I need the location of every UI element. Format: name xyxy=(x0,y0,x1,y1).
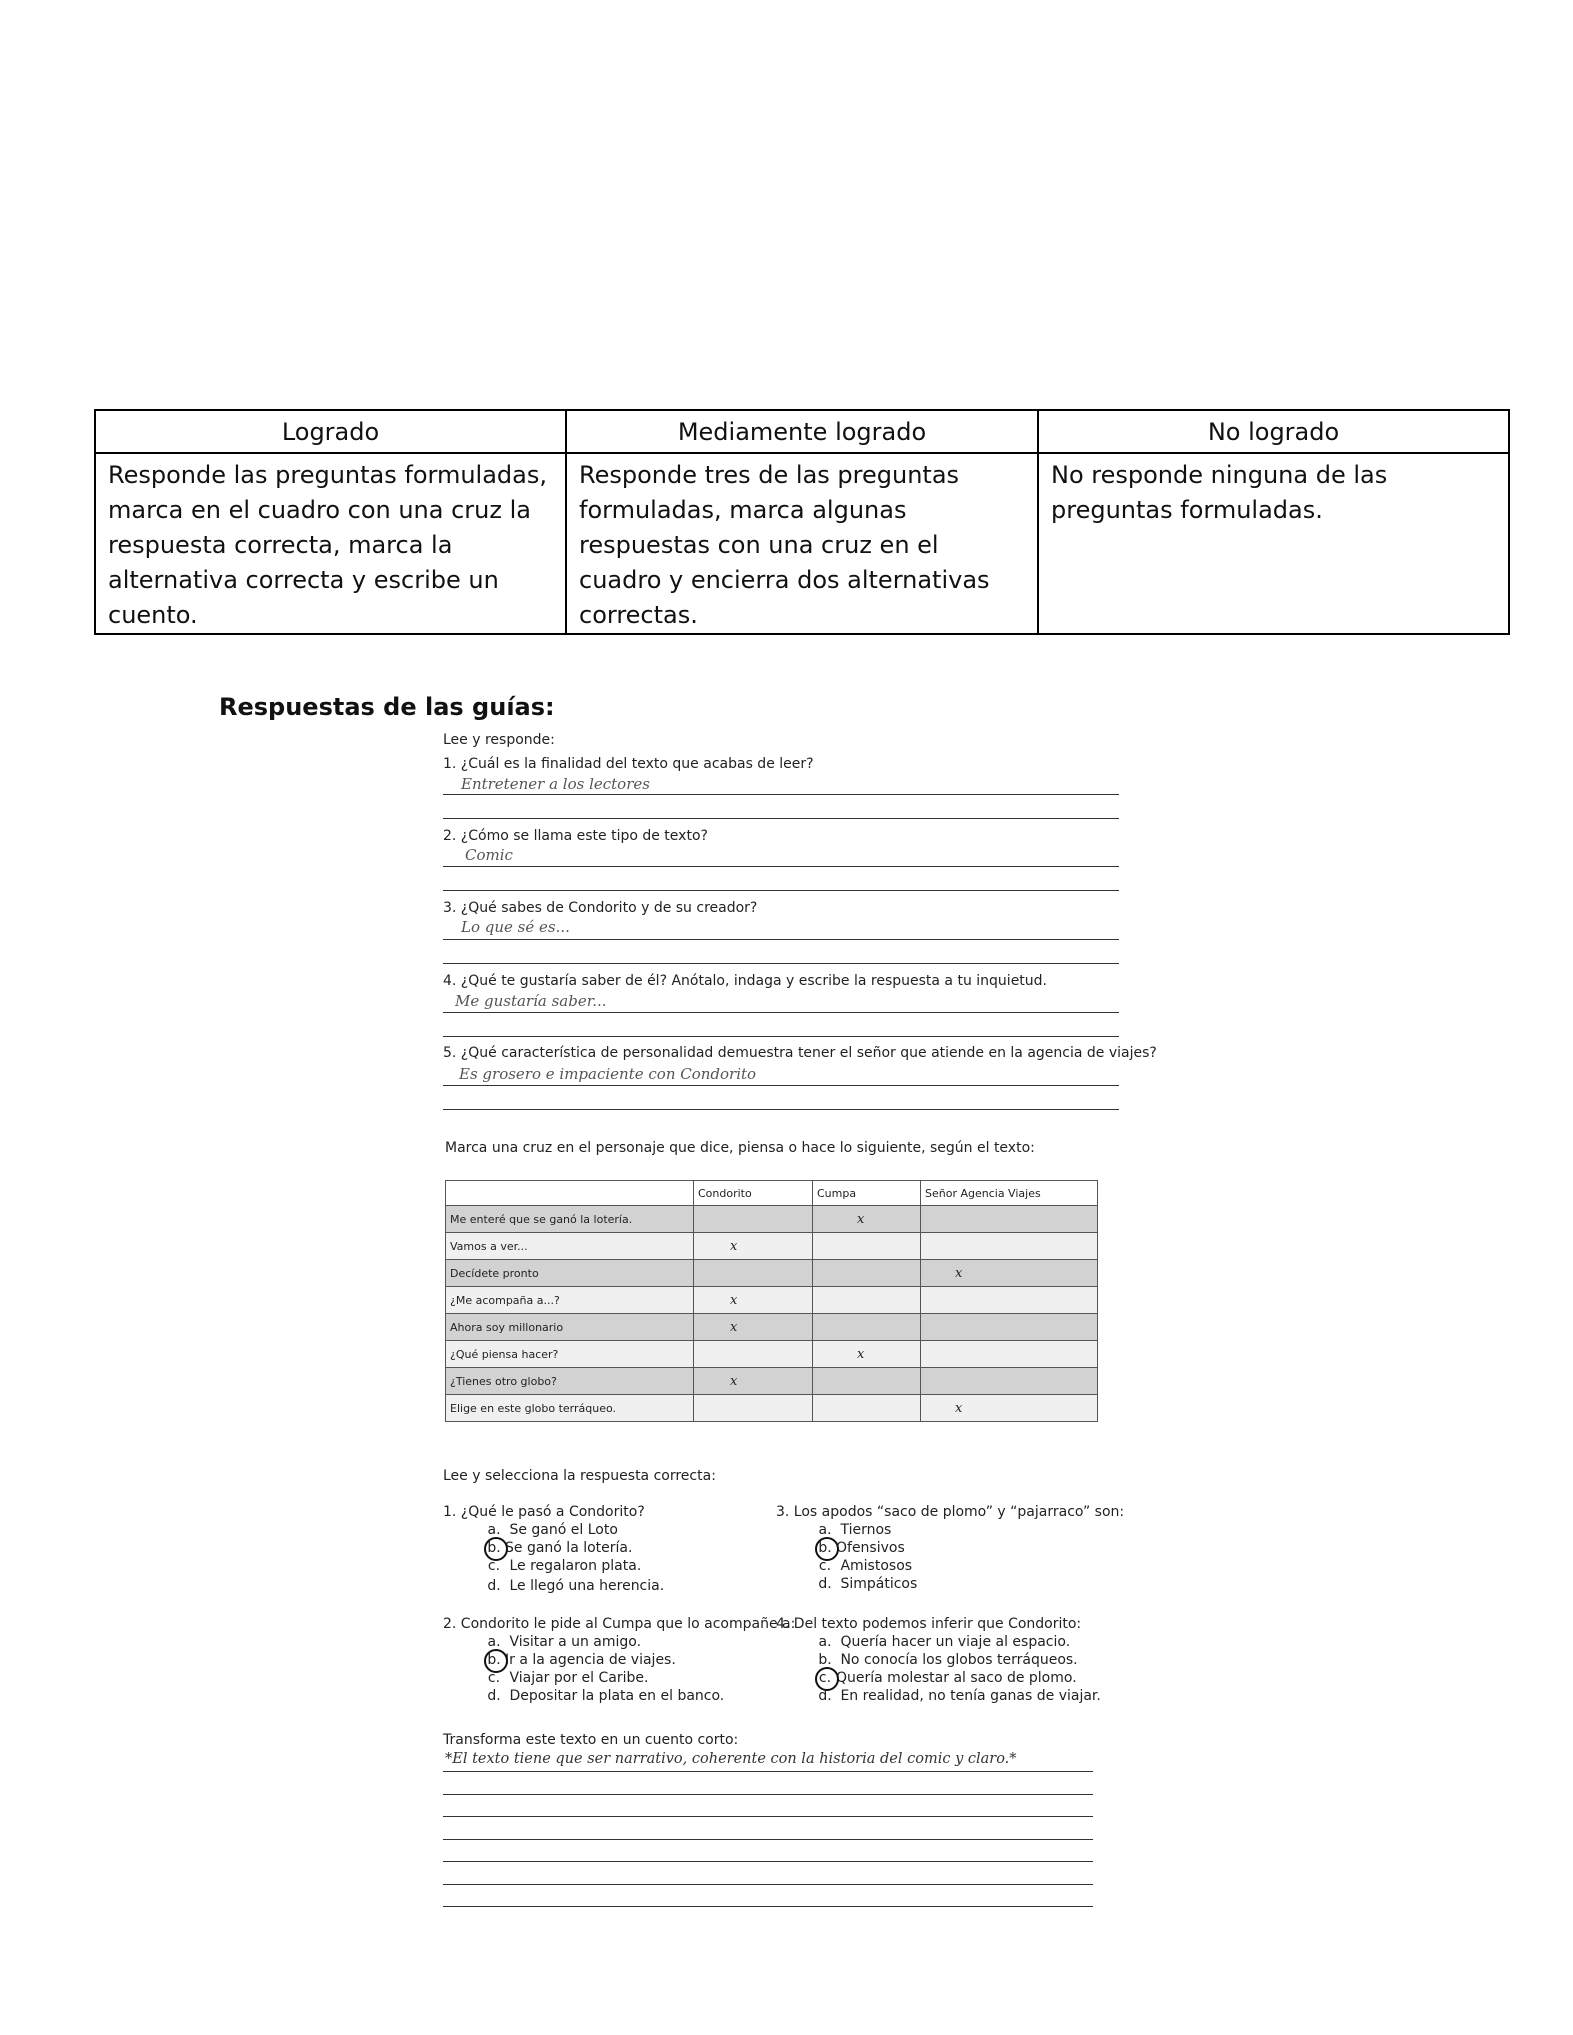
grid-header-cumpa: Cumpa xyxy=(813,1181,921,1206)
grid-phrase: ¿Me acompaña a...? xyxy=(446,1287,694,1314)
mc-option-circled xyxy=(483,1540,632,1556)
grid-mark-cumpa: x xyxy=(813,1206,921,1233)
grid-mark-condorito: x xyxy=(694,1314,813,1341)
option-letter: a. xyxy=(487,1522,501,1538)
grid-mark-agencia xyxy=(921,1233,1098,1260)
option-letter: b. xyxy=(818,1652,832,1668)
character-grid xyxy=(445,1180,1098,1422)
answer-5: Es grosero e impaciente con Condorito xyxy=(459,1065,757,1083)
grid-mark-cumpa xyxy=(813,1368,921,1395)
option-letter: c. xyxy=(487,1558,501,1574)
mc-option xyxy=(483,1522,618,1538)
grid-mark-condorito xyxy=(694,1341,813,1368)
section-heading: Respuestas de las guías: xyxy=(219,693,555,721)
grid-mark-cumpa xyxy=(813,1233,921,1260)
mc-option xyxy=(483,1634,641,1650)
grid-mark-cumpa xyxy=(813,1287,921,1314)
grid-row xyxy=(446,1287,1098,1314)
grid-row xyxy=(446,1395,1098,1422)
grid-row xyxy=(446,1341,1098,1368)
story-intro: Transforma este texto en un cuento corto: xyxy=(443,1732,739,1748)
grid-row xyxy=(446,1368,1098,1395)
rubric-criteria-row xyxy=(95,453,1509,634)
rubric-header-row xyxy=(95,410,1509,453)
grid-row xyxy=(446,1233,1098,1260)
option-text: Simpáticos xyxy=(840,1576,918,1592)
rubric-header-no-logrado: No logrado xyxy=(1038,410,1509,453)
question-2: 2. ¿Cómo se llama este tipo de texto? xyxy=(443,828,708,844)
mc-question-3: 3. Los apodos “saco de plomo” y “pajarraco” son: xyxy=(776,1504,1125,1520)
grid-mark-agencia xyxy=(921,1206,1098,1233)
mc-option-circled xyxy=(814,1540,905,1556)
answer-3: Lo que sé es... xyxy=(461,918,570,936)
grid-phrase: Elige en este globo terráqueo. xyxy=(446,1395,694,1422)
mc-option xyxy=(814,1688,1101,1704)
mc-option xyxy=(814,1634,1070,1650)
mc-question-1: 1. ¿Qué le pasó a Condorito? xyxy=(443,1504,645,1520)
option-letter: b. xyxy=(483,1540,505,1556)
option-letter: b. xyxy=(483,1652,505,1668)
mc-option xyxy=(483,1558,641,1574)
answer-1: Entretener a los lectores xyxy=(461,775,650,793)
grid-header-row xyxy=(446,1181,1098,1206)
grid-mark-cumpa xyxy=(813,1260,921,1287)
worksheet-intro: Lee y responde: xyxy=(443,732,555,748)
option-text: Tiernos xyxy=(840,1522,892,1538)
mc-intro: Lee y selecciona la respuesta correcta: xyxy=(443,1468,716,1484)
option-text: Visitar a un amigo. xyxy=(509,1634,642,1650)
option-letter: d. xyxy=(487,1688,501,1704)
grid-mark-agencia xyxy=(921,1287,1098,1314)
mc-option-circled xyxy=(814,1670,1077,1686)
answer-line xyxy=(443,1012,1119,1013)
grid-intro: Marca una cruz en el personaje que dice, piensa o hace lo siguiente, según el texto: xyxy=(445,1140,1035,1156)
rubric-cell-logrado: Responde las preguntas formuladas, marca en el cuadro con una cruz la respuesta correcta, marca la alternativa correcta y escribe un cuento. xyxy=(95,453,566,634)
grid-mark-condorito xyxy=(694,1206,813,1233)
answer-2: Comic xyxy=(465,846,513,864)
answer-line xyxy=(443,794,1119,795)
option-letter: a. xyxy=(818,1634,832,1650)
story-line xyxy=(443,1816,1093,1817)
grid-mark-condorito xyxy=(694,1395,813,1422)
grid-phrase: ¿Qué piensa hacer? xyxy=(446,1341,694,1368)
option-text: Le llegó una herencia. xyxy=(509,1578,665,1594)
mc-question-4: 4. Del texto podemos inferir que Condorito: xyxy=(776,1616,1082,1632)
grid-phrase: ¿Tienes otro globo? xyxy=(446,1368,694,1395)
option-letter: b. xyxy=(814,1540,836,1556)
story-line xyxy=(443,1794,1093,1795)
grid-mark-cumpa: x xyxy=(813,1341,921,1368)
rubric-table xyxy=(94,409,1510,635)
grid-header-agencia: Señor Agencia Viajes xyxy=(921,1181,1098,1206)
option-letter: c. xyxy=(818,1558,832,1574)
option-text: Amistosos xyxy=(840,1558,913,1574)
grid-row xyxy=(446,1206,1098,1233)
mc-option xyxy=(814,1522,891,1538)
answer-line xyxy=(443,890,1119,891)
grid-header-phrase xyxy=(446,1181,694,1206)
grid-row xyxy=(446,1260,1098,1287)
story-line xyxy=(443,1771,1093,1772)
grid-phrase: Decídete pronto xyxy=(446,1260,694,1287)
option-text: Le regalaron plata. xyxy=(509,1558,642,1574)
grid-phrase: Ahora soy millonario xyxy=(446,1314,694,1341)
option-letter: d. xyxy=(818,1688,832,1704)
option-text: Viajar por el Caribe. xyxy=(509,1670,649,1686)
grid-mark-agencia: x xyxy=(921,1260,1098,1287)
answer-4: Me gustaría saber... xyxy=(455,992,607,1010)
grid-phrase: Me enteré que se ganó la lotería. xyxy=(446,1206,694,1233)
answer-line xyxy=(443,866,1119,867)
story-line xyxy=(443,1884,1093,1885)
option-text: No conocía los globos terráqueos. xyxy=(840,1652,1078,1668)
option-text: Ir a la agencia de viajes. xyxy=(505,1652,676,1668)
grid-row xyxy=(446,1314,1098,1341)
question-5: 5. ¿Qué característica de personalidad demuestra tener el señor que atiende en la agencia de viajes? xyxy=(443,1045,1157,1061)
grid-mark-cumpa xyxy=(813,1314,921,1341)
story-line xyxy=(443,1839,1093,1840)
rubric-header-mediamente: Mediamente logrado xyxy=(566,410,1038,453)
grid-mark-agencia: x xyxy=(921,1395,1098,1422)
mc-option xyxy=(483,1578,664,1594)
answer-line xyxy=(443,1109,1119,1110)
option-text: Ofensivos xyxy=(836,1540,905,1556)
rubric-cell-no-logrado: No responde ninguna de las preguntas formuladas. xyxy=(1038,453,1509,634)
answer-line xyxy=(443,939,1119,940)
option-text: Depositar la plata en el banco. xyxy=(509,1688,725,1704)
mc-question-2: 2. Condorito le pide al Cumpa que lo acompañe a: xyxy=(443,1616,796,1632)
option-letter: c. xyxy=(487,1670,501,1686)
question-3: 3. ¿Qué sabes de Condorito y de su creador? xyxy=(443,900,758,916)
option-text: En realidad, no tenía ganas de viajar. xyxy=(840,1688,1101,1704)
option-text: Se ganó la lotería. xyxy=(505,1540,633,1556)
rubric-cell-mediamente: Responde tres de las preguntas formuladas, marca algunas respuestas con una cruz en el cuadro y encierra dos alternativas correctas. xyxy=(566,453,1038,634)
grid-mark-agencia xyxy=(921,1368,1098,1395)
grid-mark-agencia xyxy=(921,1314,1098,1341)
answer-line xyxy=(443,1036,1119,1037)
grid-mark-condorito: x xyxy=(694,1368,813,1395)
mc-option-circled xyxy=(483,1652,676,1668)
grid-header-condorito: Condorito xyxy=(694,1181,813,1206)
option-letter: a. xyxy=(487,1634,501,1650)
option-text: Quería hacer un viaje al espacio. xyxy=(840,1634,1071,1650)
story-answer: *El texto tiene que ser narrativo, coherente con la historia del comic y claro.* xyxy=(445,1751,1017,1767)
option-text: Quería molestar al saco de plomo. xyxy=(836,1670,1077,1686)
answer-line xyxy=(443,1085,1119,1086)
grid-mark-condorito: x xyxy=(694,1287,813,1314)
grid-mark-agencia xyxy=(921,1341,1098,1368)
grid-mark-condorito: x xyxy=(694,1233,813,1260)
rubric-header-logrado: Logrado xyxy=(95,410,566,453)
story-line xyxy=(443,1861,1093,1862)
option-letter: c. xyxy=(814,1670,836,1686)
grid-phrase: Vamos a ver... xyxy=(446,1233,694,1260)
mc-option xyxy=(483,1670,648,1686)
question-1: 1. ¿Cuál es la finalidad del texto que acabas de leer? xyxy=(443,756,814,772)
story-line xyxy=(443,1906,1093,1907)
grid-mark-cumpa xyxy=(813,1395,921,1422)
question-4: 4. ¿Qué te gustaría saber de él? Anótalo, indaga y escribe la respuesta a tu inquietud. xyxy=(443,973,1048,989)
option-letter: a. xyxy=(818,1522,832,1538)
mc-option xyxy=(483,1688,724,1704)
mc-option xyxy=(814,1558,912,1574)
answer-line xyxy=(443,963,1119,964)
answer-line xyxy=(443,818,1119,819)
option-letter: d. xyxy=(487,1578,501,1594)
grid-mark-condorito xyxy=(694,1260,813,1287)
mc-option xyxy=(814,1576,917,1592)
option-letter: d. xyxy=(818,1576,832,1592)
option-text: Se ganó el Loto xyxy=(509,1522,618,1538)
mc-option xyxy=(814,1652,1078,1668)
